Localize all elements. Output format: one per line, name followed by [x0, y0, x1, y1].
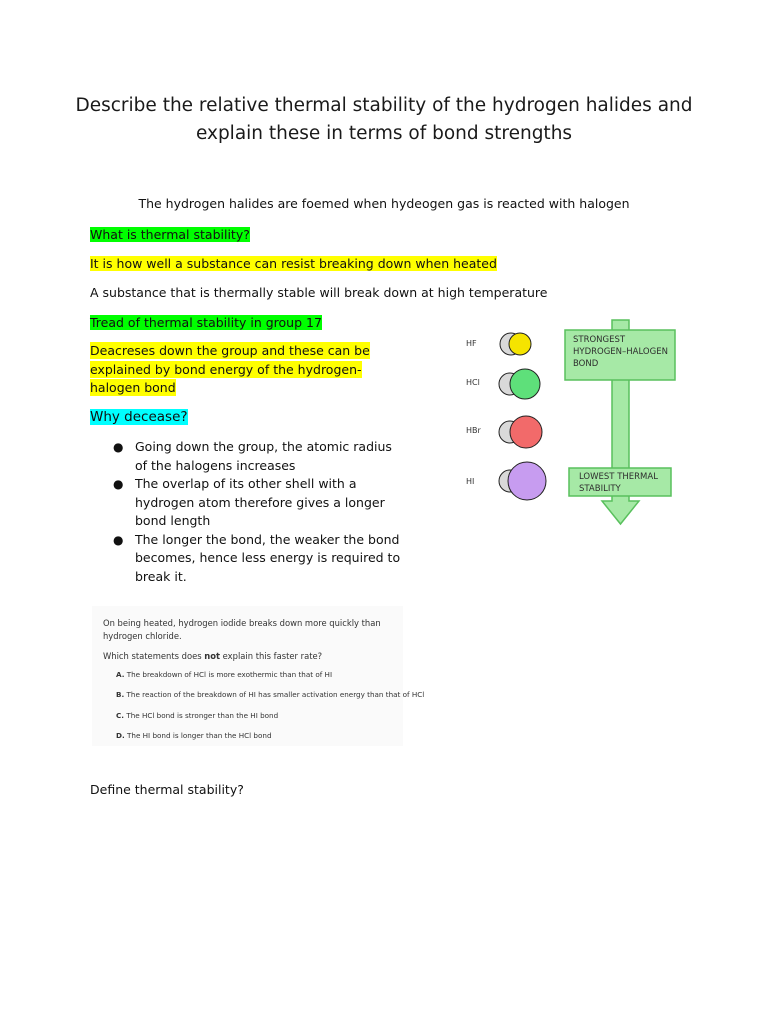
label-hcl: HCl	[466, 378, 480, 387]
bullet-icon: ●	[113, 477, 124, 491]
bullet-icon: ●	[113, 440, 124, 454]
list-item: ● The longer the bond, the weaker the bond becomes, hence less energy is required to break it.	[113, 531, 401, 584]
question-thermal-stability: What is thermal stability?	[90, 227, 250, 242]
list-item: ● Going down the group, the atomic radius of the halogens increases	[113, 439, 392, 473]
hf-f-atom	[509, 333, 531, 355]
title-line-1: Describe the relative thermal stability of the hydrogen halides and	[75, 95, 693, 116]
label-hi: HI	[466, 477, 475, 486]
halide-stability-diagram	[455, 318, 690, 540]
bottom-box-line-1: LOWEST THERMAL	[579, 472, 658, 482]
hi-i-atom	[508, 462, 546, 500]
trend-part-1: Deacreses down the group	[90, 343, 258, 358]
title-line-2: explain these in terms of bond strengths	[195, 123, 573, 144]
intro-text: The hydrogen halides are foemed when hydeogen gas is reacted with halogen	[138, 196, 630, 211]
trend-heading: Tread of thermal stability in group 17	[90, 315, 322, 330]
stable-note: A substance that is thermally stable will break down at high temperature	[90, 285, 548, 300]
answer-thermal-stability: It is how well a substance can resist breaking down when heated	[90, 256, 497, 271]
quiz-card	[92, 606, 425, 746]
label-hf: HF	[466, 339, 477, 348]
quiz-prompt: Which statements does not explain this faster rate?	[103, 651, 323, 661]
quiz-option-b[interactable]: B. The reaction of the breakdown of HI has smaller activation energy than that of HCl	[116, 690, 425, 699]
hcl-cl-atom	[510, 369, 540, 399]
list-item: ● The overlap of its other shell with a hydrogen atom therefore gives a longer bond length	[113, 476, 385, 528]
quiz-question: On being heated, hydrogen iodide breaks down more quickly than hydrogen chloride.	[103, 618, 381, 641]
define-question: Define thermal stability?	[90, 782, 244, 797]
hbr-br-atom	[510, 416, 542, 448]
bullet-icon: ●	[113, 532, 124, 547]
top-box-line-3: BOND	[573, 359, 599, 369]
quiz-option-a[interactable]: A. The breakdown of HCl is more exothermic than that of HI	[116, 670, 333, 679]
trend-paragraph	[90, 342, 390, 398]
quiz-option-c[interactable]: C. The HCl bond is stronger than the HI bond	[116, 711, 279, 720]
top-box-line-2: HYDROGEN–HALOGEN	[573, 347, 668, 357]
reasons-list	[113, 438, 403, 586]
quiz-option-d[interactable]: D. The HI bond is longer than the HCl bond	[116, 731, 272, 740]
bottom-box-line-2: STABILITY	[579, 484, 621, 494]
page-title	[60, 92, 708, 148]
why-heading: Why decease?	[90, 409, 188, 425]
trend-part-2: and these can be explained by bond energy of the hydrogen-halogen bond	[90, 343, 370, 395]
label-hbr: HBr	[466, 426, 481, 435]
top-box-line-1: STRONGEST	[573, 335, 626, 345]
